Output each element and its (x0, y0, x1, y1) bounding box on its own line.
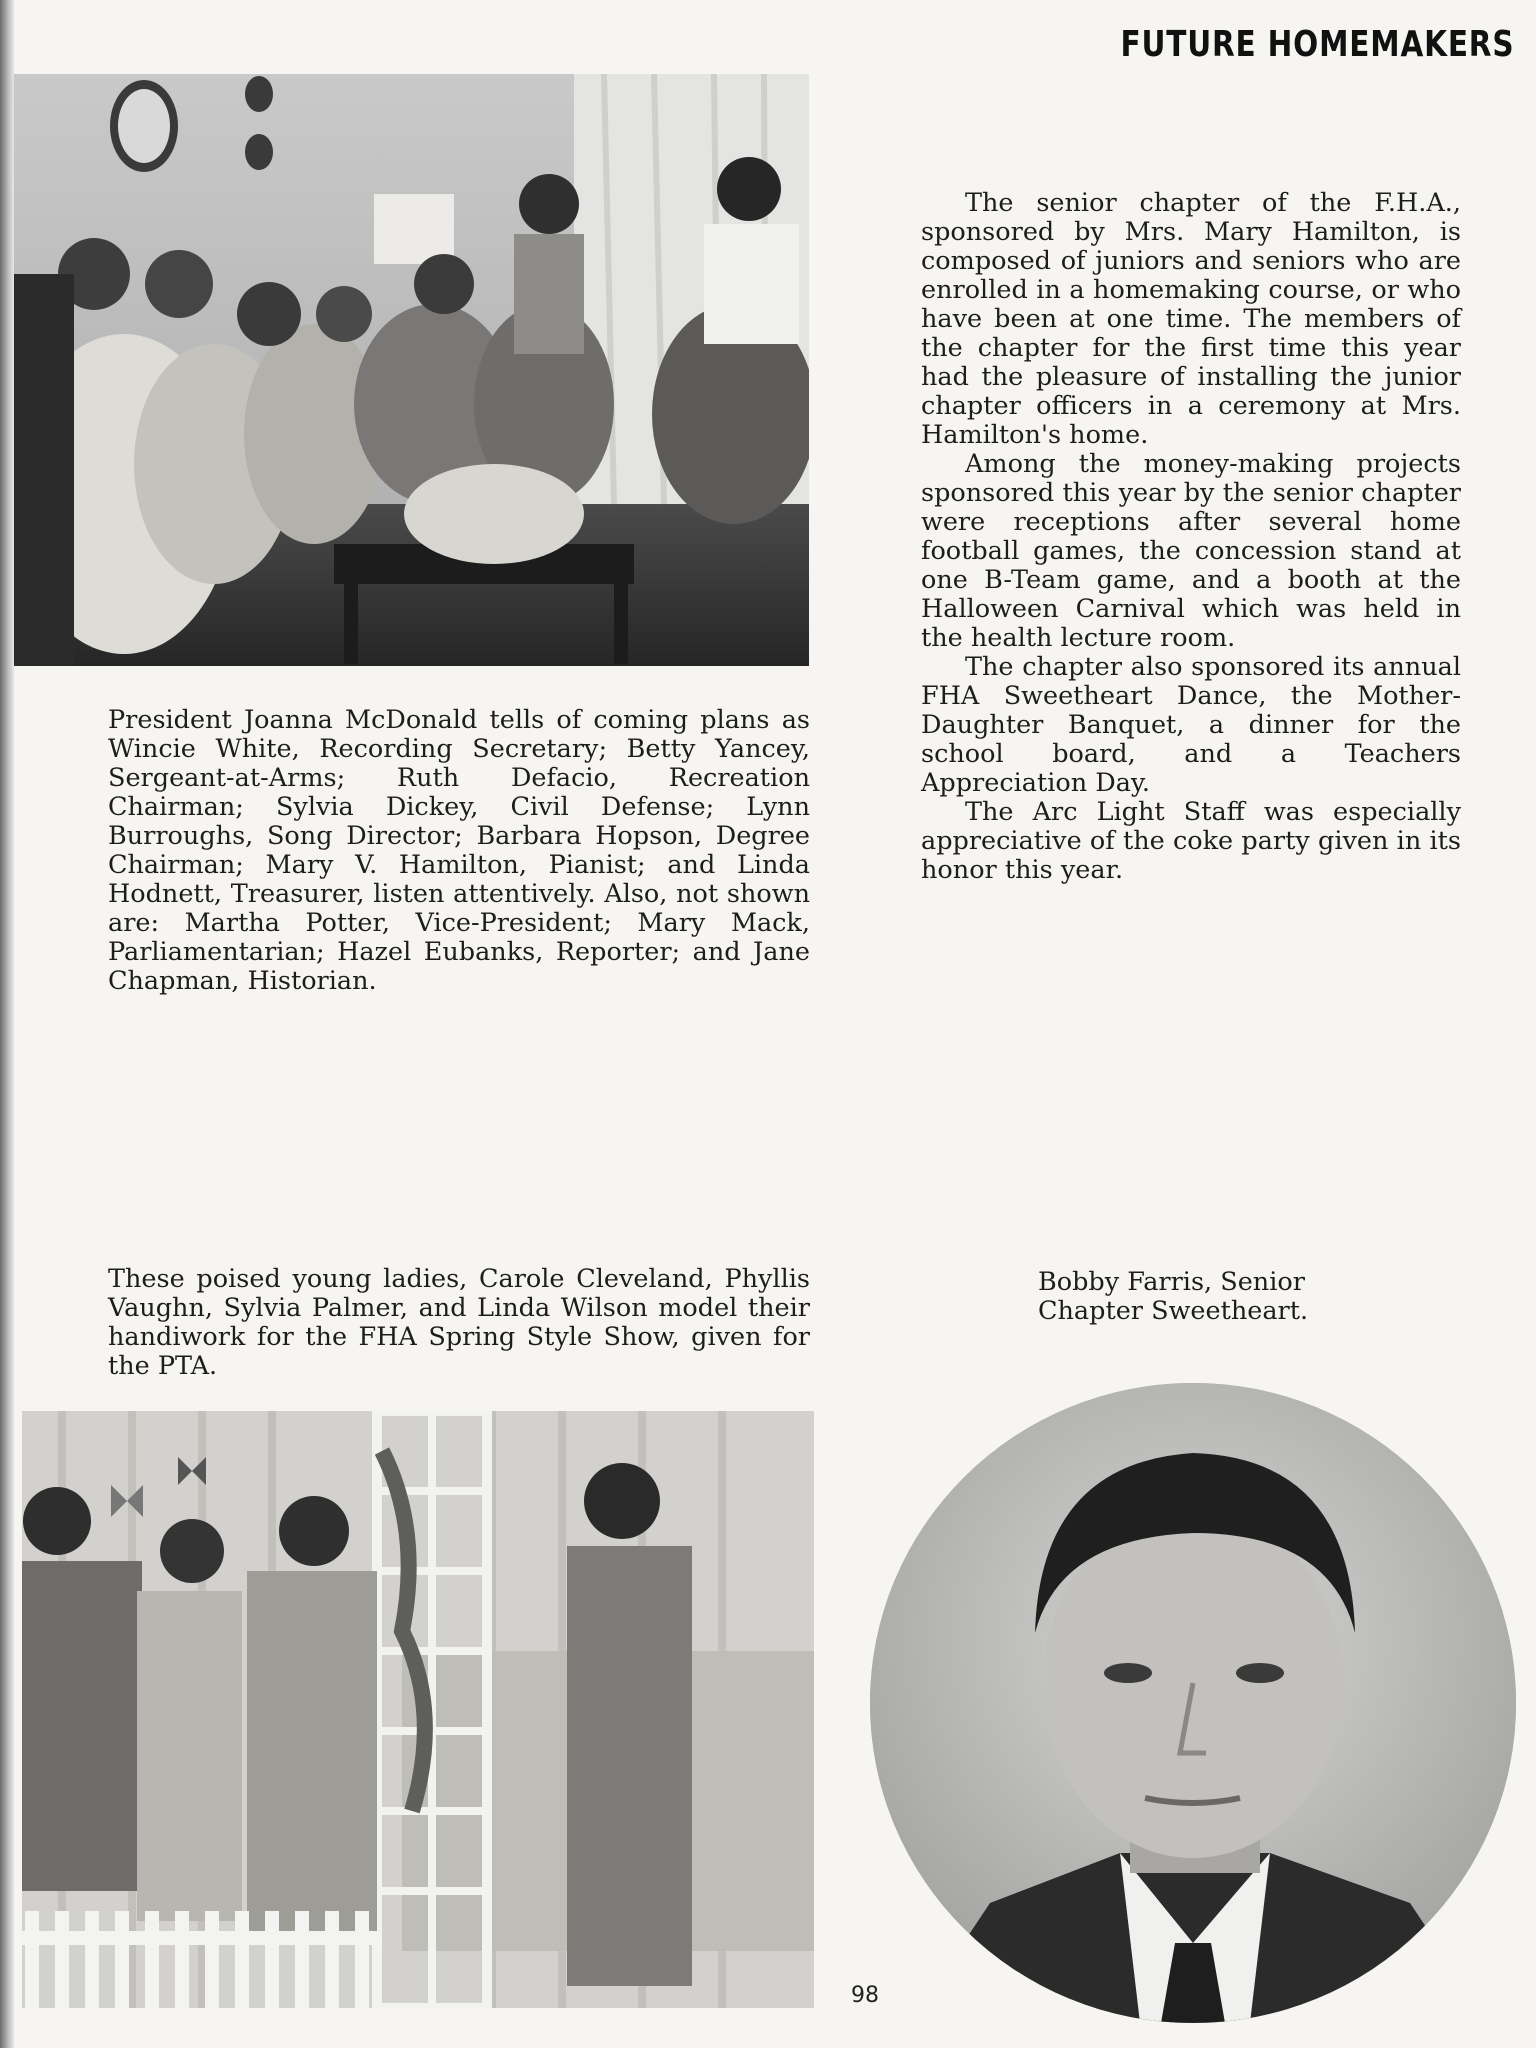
article-body (921, 189, 1461, 885)
style-show-photo (22, 1411, 814, 2008)
page-number: 98 (851, 1983, 879, 2008)
officers-meeting-photo (14, 74, 809, 666)
page-binding-edge (0, 0, 14, 2048)
officers-meeting-caption: President Joanna McDonald tells of coming plans as Wincie White, Recording Secretary; Betty Yancey, Sergeant-at-Arms; Ruth Defacio, Recreation Chairman; Sylvia Dickey, Civil Defense; Lynn Burroughs, Song Director; Barbara Hopson, Degree Chairman; Mary V. Hamilton, Pianist; and Linda Hodnett, Treasurer, listen attentively. Also, not shown are: Martha Potter, Vice-President; Mary Mack, Parliamentarian; Hazel Eubanks, Reporter; and Jane Chapman, Historian. (108, 705, 810, 996)
sweetheart-portrait (870, 1383, 1516, 2023)
article-paragraph: Among the money-making projects sponsored this year by the senior chapter were receptions after several home football games, the concession stand at one B-Team game, and a booth at the Halloween Carnival which was held in the health lecture room. (921, 449, 1461, 653)
article-paragraph: The chapter also sponsored its annual FHA Sweetheart Dance, the Mother-Daughter Banquet, a dinner for the school board, and a Teachers Appreciation Day. (921, 652, 1461, 798)
article-paragraph: The senior chapter of the F.H.A., sponsored by Mrs. Mary Hamilton, is composed of juniors and seniors who are enrolled in a homemaking course, or who have been at one time. The members of the chapter for the first time this year had the pleasure of installing the junior chapter officers in a ceremony at Mrs. Hamilton's home. (921, 188, 1461, 450)
article-paragraph: The Arc Light Staff was especially appreciative of the coke party given in its honor this year. (921, 797, 1461, 885)
sweetheart-caption: Bobby Farris, Senior Chapter Sweetheart. (1038, 1267, 1309, 1326)
style-show-caption: These poised young ladies, Carole Cleveland, Phyllis Vaughn, Sylvia Palmer, and Linda Wilson model their handiwork for the FHA Spring Style Show, given for the PTA. (108, 1264, 810, 1381)
page-title: FUTURE HOMEMAKERS (1120, 24, 1514, 65)
